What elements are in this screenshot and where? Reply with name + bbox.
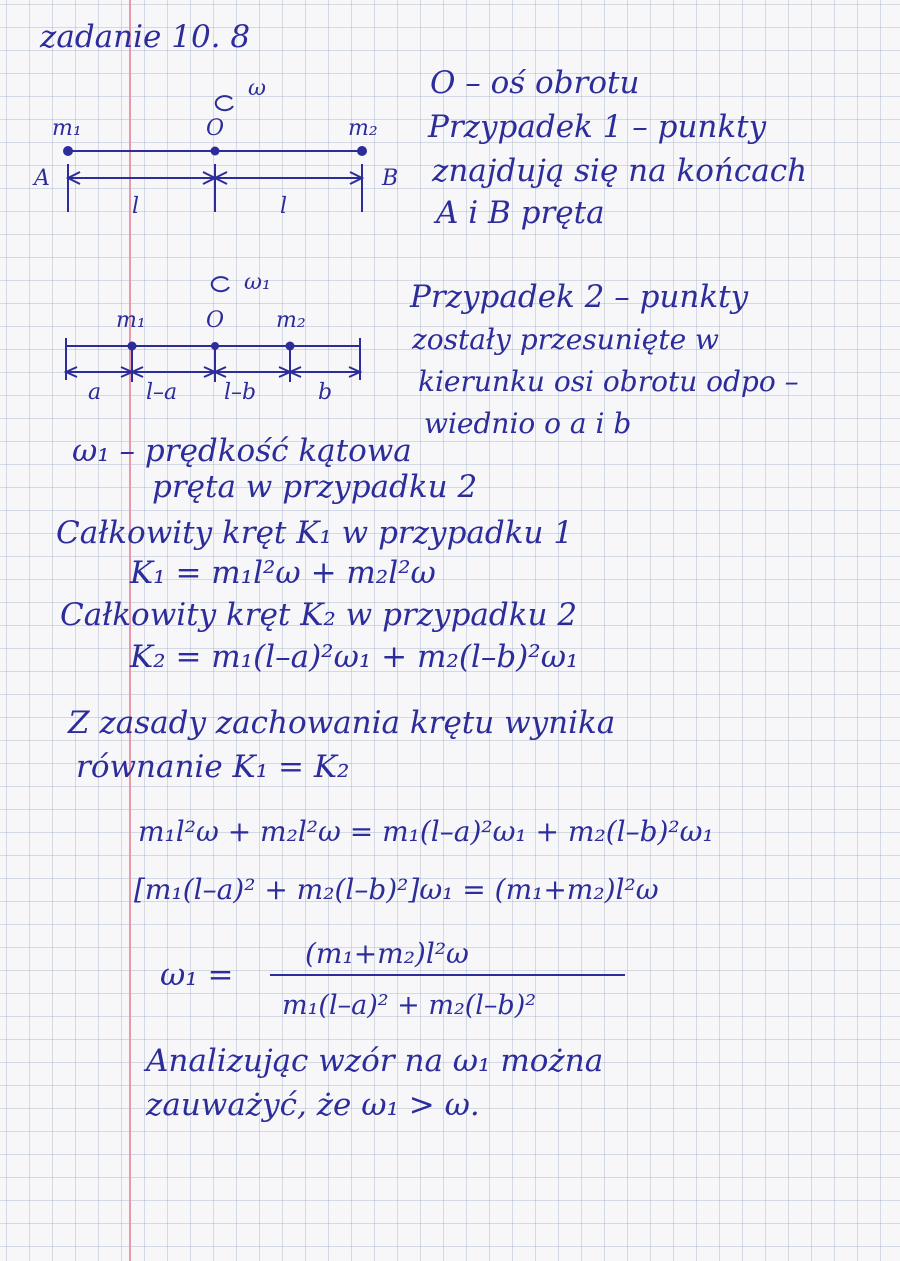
equation-3-denominator: m₁(l–a)² + m₂(l–b)²	[282, 990, 537, 1021]
rotation-arrow-2-icon	[212, 277, 229, 291]
case1-note-2: znajdują się na końcach	[432, 153, 808, 189]
omega1-definition-1: ω₁ – prędkość kątowa	[72, 433, 412, 469]
omega1-definition-2: pręta w przypadku 2	[152, 469, 478, 505]
m2-label-2: m₂	[276, 308, 306, 333]
segment-l-minus-b: l–b	[224, 380, 257, 405]
m1-label-2: m₁	[116, 308, 146, 333]
case2-note-3: kierunku osi obrotu odpo –	[418, 365, 799, 398]
case1-note-1: Przypadek 1 – punkty	[428, 109, 767, 145]
axis-point-o-2	[211, 342, 219, 350]
equation-2: [m₁(l–a)² + m₂(l–b)²]ω₁ = (m₁+m₂)l²ω	[134, 873, 659, 906]
fraction-bar	[270, 974, 625, 976]
conservation-text-1: Z zasady zachowania krętu wynika	[68, 705, 616, 741]
case2-note-1: Przypadek 2 – punkty	[410, 279, 749, 315]
o-label: O	[206, 116, 225, 141]
case2-note-2: zostały przesunięte w	[412, 323, 720, 356]
m2-label: m₂	[348, 116, 378, 141]
segment-l-minus-a: l–a	[146, 380, 178, 405]
segment-b: b	[318, 380, 333, 405]
m1-label: m₁	[52, 116, 82, 141]
k1-label: Całkowity kręt K₁ w przypadku 1	[56, 515, 574, 551]
omega1-label: ω₁	[244, 270, 271, 295]
omega-label: ω	[248, 76, 266, 101]
equation-1: m₁l²ω + m₂l²ω = m₁(l–a)²ω₁ + m₂(l–b)²ω₁	[138, 815, 714, 848]
mass-point-m1-shifted	[128, 342, 137, 351]
case1-note-3: A i B pręta	[436, 195, 605, 231]
equation-3-numerator: (m₁+m₂)l²ω	[305, 937, 469, 970]
conservation-text-2: równanie K₁ = K₂	[76, 749, 350, 785]
end-b-label: B	[382, 166, 399, 191]
case2-note-4: wiednio o a i b	[424, 407, 632, 440]
problem-title: zadanie 10. 8	[40, 19, 251, 55]
k2-label: Całkowity kręt K₂ w przypadku 2	[60, 597, 578, 633]
o-label-2: O	[206, 308, 225, 333]
length-l-right: l	[280, 194, 288, 219]
segment-a: a	[88, 380, 102, 405]
end-a-label: A	[34, 166, 50, 191]
conclusion-2: zauważyć, że ω₁ > ω.	[146, 1087, 480, 1123]
k1-equation: K₁ = m₁l²ω + m₂l²ω	[130, 555, 436, 591]
k2-equation: K₂ = m₁(l–a)²ω₁ + m₂(l–b)²ω₁	[130, 639, 579, 675]
mass-point-m2-shifted	[286, 342, 295, 351]
length-l-left: l	[132, 194, 140, 219]
conclusion-1: Analizując wzór na ω₁ można	[146, 1043, 604, 1079]
axis-note: O – oś obrotu	[430, 65, 640, 101]
equation-3-lhs: ω₁ =	[160, 957, 234, 993]
